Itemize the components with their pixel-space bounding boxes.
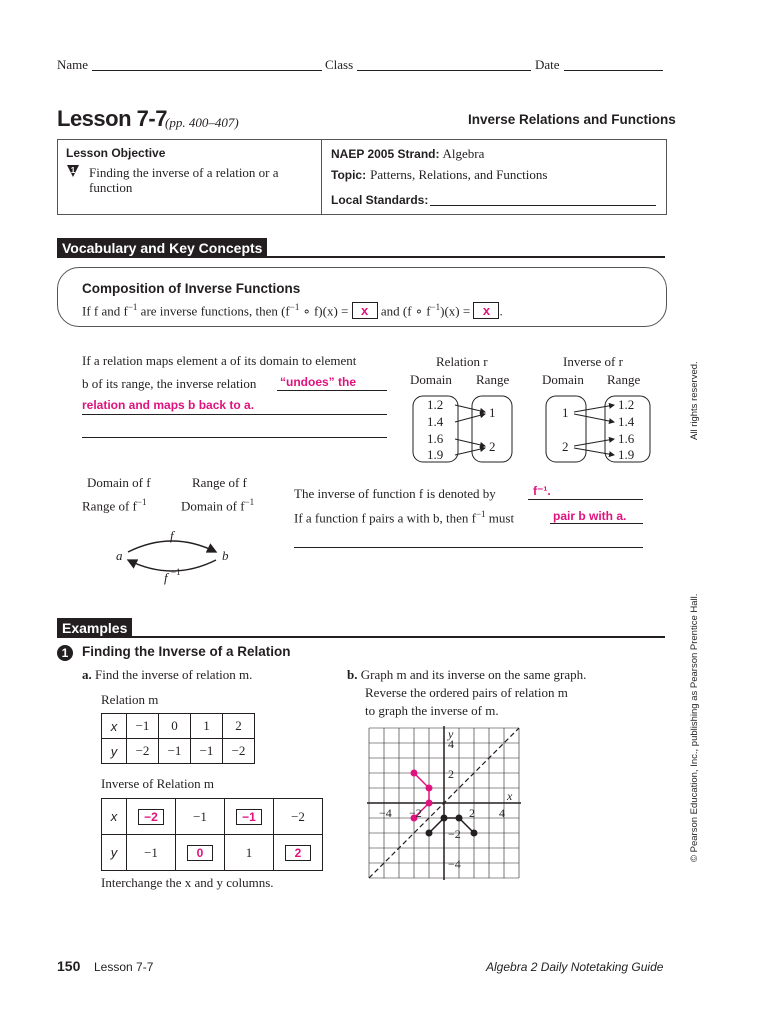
range-of-f-label: Range of f: [192, 475, 247, 490]
lesson-title: Lesson 7-7: [57, 106, 167, 131]
x-tick-label: 2: [469, 806, 475, 820]
relation-text-1: If a relation maps element a of its domain to element: [82, 353, 357, 368]
x-tick-label: −4: [379, 806, 392, 820]
objective-text-1: Finding the inverse of a relation or a: [89, 165, 279, 180]
point-0-3: [471, 830, 478, 837]
r-domain-0: 1.2: [427, 397, 444, 412]
inv-arrow-2: [574, 414, 614, 422]
inv-range-2: 1.6: [618, 431, 635, 446]
domain-of-finv-label: Domain of $f^{-1}$: [181, 497, 255, 514]
relation-answer-2[interactable]: relation and maps b back to a.: [82, 398, 255, 412]
denoted-text: The inverse of function f is denoted by: [294, 486, 496, 501]
inv-arrow-1: [574, 405, 614, 412]
answer-line: [82, 437, 387, 438]
r-arrow-2: [455, 414, 485, 422]
inverse-y-answer-3[interactable]: 2: [285, 845, 311, 861]
inverse-x-answer-2[interactable]: −1: [236, 809, 262, 825]
diagram-f: f: [170, 528, 174, 543]
table-cell: −1: [127, 714, 159, 739]
name-label: Name: [57, 57, 89, 72]
date-label: Date: [535, 57, 560, 72]
table-cell: [225, 799, 274, 835]
table-cell: −2: [274, 799, 323, 835]
relation-m-label: Relation m: [101, 692, 159, 707]
table-cell: x: [102, 714, 127, 739]
inverse-r-range-label: Range: [607, 372, 641, 387]
objective-number-icon: [66, 164, 80, 178]
r-domain-1: 1.4: [427, 414, 444, 429]
answer-line: [550, 523, 643, 524]
local-standards-label: Local Standards:: [331, 193, 429, 207]
relation-m-table: [101, 713, 255, 764]
footer-book-title: Algebra 2 Daily Notetaking Guide: [486, 960, 664, 974]
r-arrow-1: [455, 405, 485, 412]
table-cell: [274, 835, 323, 871]
relation-text-2: b of its range, the inverse relation: [82, 376, 257, 391]
table-cell: y: [102, 835, 127, 871]
page-number: 150: [57, 958, 81, 974]
relation-r-title: Relation r: [436, 354, 488, 369]
local-standards-field[interactable]: [430, 205, 656, 206]
lesson-pages: (pp. 400–407): [165, 115, 239, 130]
table-cell: −2: [223, 739, 255, 764]
denoted-answer[interactable]: f⁻¹.: [533, 484, 551, 498]
topic-label: Topic:: [331, 168, 367, 182]
inverse-x-answer-0[interactable]: −2: [138, 809, 164, 825]
part-b-text-3: to graph the inverse of m.: [365, 703, 499, 718]
table-cell: −2: [127, 739, 159, 764]
composition-heading: Composition of Inverse Functions: [82, 281, 301, 296]
examples-band: [57, 636, 665, 638]
part-b-text-1: b. Graph m and its inverse on the same graph.: [347, 667, 587, 682]
table-cell: [127, 799, 176, 835]
example-title: Finding the Inverse of a Relation: [82, 644, 291, 659]
inverse-r-domain-label: Domain: [542, 372, 584, 387]
answer-line: [294, 547, 643, 548]
point-1-3: [411, 770, 418, 777]
y-tick-label: 4: [448, 737, 454, 751]
inv-domain-0: 1: [562, 405, 569, 420]
rights-text: All rights reserved.: [689, 361, 700, 440]
relation-answer-1[interactable]: “undoes” the: [280, 375, 357, 389]
pairs-text: If a function f pairs a with b, then $f^{-1}$ must: [294, 509, 515, 526]
pairs-answer[interactable]: pair b with a.: [553, 509, 627, 523]
inv-arrow-4: [574, 448, 614, 455]
point-0-2: [456, 815, 463, 822]
table-cell: 0: [159, 714, 191, 739]
composition-statement: If f and $f^{-1}$ are inverse functions, then ($f^{-1}$ ∘ f)(x) = x and (f ∘ $f^{-1})(x) = x$ .: [82, 302, 503, 319]
naep-label: NAEP 2005 Strand:: [331, 147, 440, 161]
r-range-1: 2: [489, 439, 496, 454]
objective-heading: Lesson Objective: [66, 146, 166, 160]
x-tick-label: −2: [409, 806, 422, 820]
topic-value: Patterns, Relations, and Functions: [370, 167, 548, 182]
inverse-m-table: [101, 798, 323, 871]
table-cell: 1: [191, 714, 223, 739]
class-field[interactable]: [357, 70, 531, 71]
inverse-y-answer-1[interactable]: 0: [187, 845, 213, 861]
interchange-text: Interchange the x and y columns.: [101, 875, 274, 890]
table-cell: −1: [127, 835, 176, 871]
r-arrow-3: [455, 439, 485, 446]
table-cell: 1: [225, 835, 274, 871]
naep-value: Algebra: [442, 146, 485, 161]
answer-line: [277, 390, 387, 391]
domain-of-f-label: Domain of f: [87, 475, 151, 490]
x-axis-label: x: [507, 789, 513, 803]
point-0-1: [441, 815, 448, 822]
inverse-r-title: Inverse of r: [563, 354, 623, 369]
part-a-text: a. Find the inverse of relation m.: [82, 667, 253, 682]
inverse-m-label: Inverse of Relation m: [101, 776, 214, 791]
inv-range-1: 1.4: [618, 414, 635, 429]
answer-line: [82, 414, 387, 415]
table-cell: y: [102, 739, 127, 764]
y-tick-label: −2: [448, 827, 461, 841]
part-b-text-2: Reverse the ordered pairs of relation m: [365, 685, 568, 700]
y-tick-label: −4: [448, 857, 461, 871]
diagram-b: b: [222, 548, 229, 563]
svg-text:−1: −1: [171, 567, 181, 577]
mapping-diagrams: [400, 390, 660, 470]
r-domain-3: 1.9: [427, 447, 444, 462]
composition-answer-1[interactable]: x: [352, 302, 378, 319]
r-arrow-4: [455, 448, 485, 455]
table-cell: −1: [176, 799, 225, 835]
f-mapping-diagram: [100, 522, 250, 588]
examples-section-title: Examples: [57, 618, 132, 638]
copyright-text: © Pearson Education, Inc., publishing as Pearson Prentice Hall.: [689, 593, 700, 862]
table-cell: 2: [223, 714, 255, 739]
relation-r-range-label: Range: [476, 372, 510, 387]
point-1-1: [426, 800, 433, 807]
inv-domain-1: 2: [562, 439, 569, 454]
relation-r-domain-label: Domain: [410, 372, 452, 387]
coordinate-graph: [365, 724, 523, 884]
r-range-0: 1: [489, 405, 496, 420]
range-of-finv-label: Range of $f^{-1}$: [82, 497, 147, 514]
y-tick-label: 2: [448, 767, 454, 781]
table-cell: x: [102, 799, 127, 835]
date-field[interactable]: [564, 70, 663, 71]
composition-answer-2[interactable]: x: [473, 302, 499, 319]
class-label: Class: [325, 57, 354, 72]
point-1-2: [426, 785, 433, 792]
diagram-a: a: [116, 548, 123, 563]
point-0-0: [426, 830, 433, 837]
x-tick-label: 4: [499, 806, 505, 820]
objective-text-2: function: [89, 180, 133, 195]
table-cell: [176, 835, 225, 871]
table-cell: −1: [159, 739, 191, 764]
diagram-finv: f: [164, 570, 168, 585]
name-field[interactable]: [92, 70, 322, 71]
answer-line: [528, 499, 643, 500]
svg-text:1: 1: [70, 166, 76, 175]
inv-arrow-3: [574, 439, 614, 446]
r-domain-2: 1.6: [427, 431, 444, 446]
inv-range-3: 1.9: [618, 447, 635, 462]
y-axis-label: y: [448, 727, 454, 741]
topic-title: Inverse Relations and Functions: [468, 112, 676, 127]
objective-divider: [321, 139, 322, 214]
inv-range-0: 1.2: [618, 397, 635, 412]
vocab-section-title: Vocabulary and Key Concepts: [57, 238, 267, 258]
table-cell: −1: [191, 739, 223, 764]
example-number-icon: 1: [57, 645, 73, 661]
footer-lesson: Lesson 7-7: [94, 960, 154, 974]
